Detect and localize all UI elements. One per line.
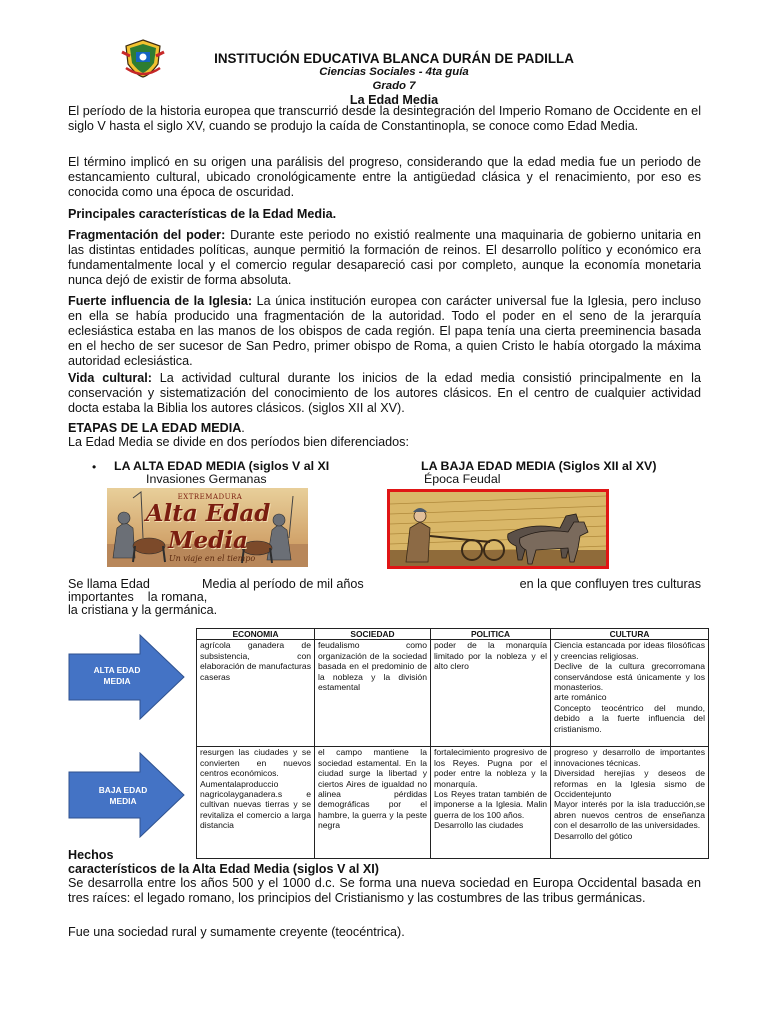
grade-line: Grado 7 [372,80,416,92]
alta-arrow-label: ALTA EDAD MEDIA [93,665,141,686]
table-row-alta [197,640,709,747]
table-cell: progreso y desarrollo de importantes innovaciones técnicas. Diversidad herejías y deseos de reformas en la Iglesia sismo de Occidentejunto Mayor interés por la isla traducción,se abren nuevos centros de enseñanza con el desarrollo de las universidades. Desarrollo del gótico [551,747,709,859]
table-cell: fortalecimiento progresivo de los Reyes. Pugna por el poder entre la nobleza y la monarquía. Los Reyes tratan también de imponerse a la Iglesia. Malin guerra de los 100 años. Desarrollo las ciudades [431,747,551,859]
alta-edad-media-title: LA ALTA EDAD MEDIA (siglos V al XI [114,459,330,473]
alta-image-title: Alta Edad Media [145,500,271,554]
institution-name: INSTITUCIÓN EDUCATIVA BLANCA DURÁN DE PADILLA [214,51,574,66]
facts-heading-line2: característicos de la Alta Edad Media (siglos V al XI) [68,862,379,876]
baja-edad-media-title: LA BAJA EDAD MEDIA (Siglos XII al XV) [421,459,657,473]
stages-heading: ETAPAS DE LA EDAD MEDIA. [68,421,245,435]
table-cell: el campo mantiene la sociedad estamental. En la ciudad surge la libertad y ciertos Aires de igualdad no alinea pérdidas demográficas por el hambre, la guerra y la peste negra [315,747,431,859]
baja-edad-media-subtitle: Época Feudal [424,472,501,486]
cultures-line3: la cristiana y la germánica. [68,603,218,617]
facts-paragraph-2: Fue una sociedad rural y sumamente creyente (teocéntrica). [68,925,405,939]
church-text: La única institución europea con carácter universal fue la Iglesia, pero incluso en ella se había producido una fragmentación de la autoridad. Todo el poder en el seno de la jerarquía eclesiástica estaba en las manos de los obispos de cada región. El papa tenía una cierta preeminencia basada en el hecho de ser sucesor de San Pedro, primer obispo de Roma, a quien Cristo le había otorgado la máxima autoridad eclesiástica. [68,294,701,368]
subject-line: Ciencias Sociales - 4ta guía [319,66,469,78]
stages-intro: La Edad Media se divide en dos períodos bien diferenciados: [68,435,409,449]
alta-image-bottom-text: Un viaje en el tiempo [168,554,256,563]
baja-edad-media-image [387,489,609,569]
fragmentation-text: Durante este periodo no existió realmente una maquinaria de gobierno unitaria en las distintas entidades políticas, aunque permitió la formación de reinos. El desarrollo político y económico era fundamentalmente local y el comercio regular desapareció casi por completo, aunque la economía monetaria nunca dejó de existir de forma absoluta. [68,228,701,287]
table-row-baja [197,747,709,859]
church-label: Fuerte influencia de la Iglesia: [68,294,253,308]
column-header: ECONOMIA [197,629,315,640]
cultures-line1-part1: Se llama Edad [68,577,150,591]
cultures-line1-part3: en la que confluyen tres culturas [519,577,701,591]
comparison-table [196,628,709,859]
culture-label: Vida cultural: [68,371,152,385]
characteristics-heading: Principales características de la Edad Media. [68,207,337,221]
column-header: CULTURA [551,629,709,640]
table-cell: agrícola ganadera de subsistencia, con elaboración de manufacturas caseras [197,640,315,747]
bullet-marker: • [92,460,97,474]
fragmentation-paragraph [68,228,701,288]
column-header: POLITICA [431,629,551,640]
column-header: SOCIEDAD [315,629,431,640]
alta-edad-media-image [107,488,308,567]
table-header-row [197,629,709,640]
table-cell: poder de la monarquía limitado por la nobleza y el alto clero [431,640,551,747]
intro-paragraph-1: El período de la historia europea que transcurrió desde la desintegración del Imperio Romano de Occidente en el siglo V hasta el siglo XV, cuando se produjo la caída de Constantinopla, se conoce como Edad Media. [68,104,701,133]
baja-arrow-label: BAJA EDAD MEDIA [98,785,148,806]
table-cell: feudalismo como organización de la sociedad basada en el predominio de la nobleza y la división estamental [315,640,431,747]
facts-heading-line1: Hechos [68,848,114,862]
table-cell: Ciencia estancada por ideas filosóficas y creencias religiosas. Declive de la cultura grecorromana conservándose está únicamente y los monasterios. arte románico Concepto teocéntrico del mundo, debido a la fuerte influencia del cristianismo. [551,640,709,747]
culture-paragraph [68,371,701,416]
culture-text: La actividad cultural durante los inicios de la edad media consistió principalmente en la conservación y sistematización del conocimiento de los autores clásicos. En el centro de cualquier actividad docta estaba la Biblia los autores clásicos. (siglos XII al XV). [68,371,701,415]
church-paragraph [68,294,701,369]
table-cell: resurgen las ciudades y se convierten en nuevos centros económicos. Aumentalaproduccio nagricolayganadera.s e cultivan nuevas tierras y se revitaliza el comercio a larga distancia [197,747,315,859]
fragmentation-label: Fragmentación del poder: [68,228,226,242]
alta-edad-media-subtitle: Invasiones Germanas [146,472,267,486]
cultures-line1-part2: Media al período de mil años [202,577,364,591]
intro-paragraph-2: El término implicó en su origen una parálisis del progreso, considerando que la edad media fue un periodo de estancamiento cultural, ubicado cronológicamente entre la antigüedad clásica y el renacimiento, por eso es conocida como una época de oscuridad. [68,155,701,199]
page-title: La Edad Media [349,93,439,107]
alta-image-top-text: EXTREMADURA [177,493,243,501]
facts-paragraph-1: Se desarrolla entre los años 500 y el 1000 d.c. Se forma una nueva sociedad en Europa Occidental basada en tres raíces: el legado romano, los principios del Cristianismo y las costumbres de las tribus germánicas. [68,876,701,905]
cultures-line2: importantes la romana, [68,590,208,604]
